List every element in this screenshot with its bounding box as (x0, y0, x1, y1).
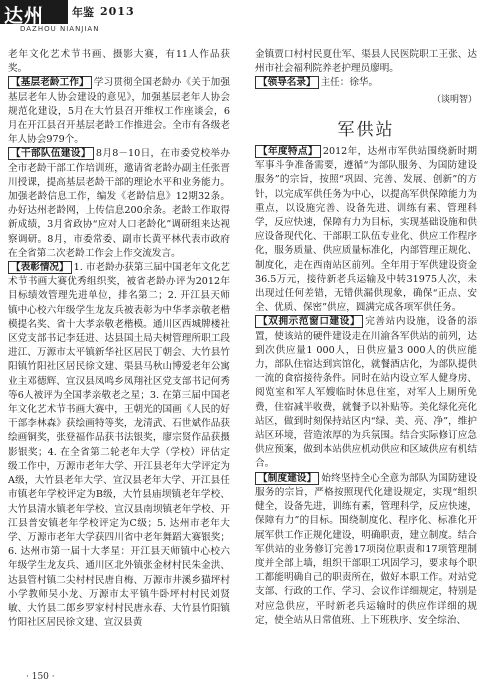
right-paragraph-annual (255, 145, 477, 315)
heading-team-building: 【干部队伍建设】 (8, 147, 94, 160)
text-annual: 2012年，达州市军供站围绕新时期军事斗争准备需要，遵循“为部队服务、为国防建设服务”的宗旨，按照“巩固、完善、发展、创新”的方针，以完成军供任务为中心，以提高军供保障能力为重点，以设施完善、设备先进、训练有素、管理科学，反应快速，保障有力为目标，实现基础设施和供应设备现代化、干部职工队伍专业化、供应工作程序化，服务质量、供应质量标准化，内部管理正规化、制度化，走在西南站区前列。全年用于军供建设资金36.5万元，接待新老兵运输及中转31975人次，未出现过任何差错，无错供漏供现象，确保“正点、安全、优质、保密”供应，圆满完成各项军供任务。 (255, 146, 478, 314)
header-english-title: DAZHOU NIANJIAN (20, 25, 100, 33)
left-paragraph-basic-work (8, 76, 230, 147)
page-number: · 150 · (26, 672, 55, 682)
header-title: 达州 (4, 5, 45, 27)
text-honors: 1. 市老龄办获第三届中国老年文化艺术节书画大赛优秀组织奖，被省老龄办评为2012年目标绩效管理先进单位，排名第二；2. 开江县天师镇中心校六年级学生龙友兵被表彰为中华孝亲敬老楷模提名奖、省十大孝亲敬老楷模。通川区西城牌楼社区党支部书记李廷进、达县国土局夫树管理所职工段进江、万源市太平镇新华社区居民丁朝会、大竹县竹阳镇竹阳社区居民徐文建、渠县马秋山博爱老年公寓业主邓德辉、宣汉县凤鸣乡凤翔社区党支部书记何秀等6人被评为全国孝亲敬老之星；3. 在第三届中国老年文化艺术节书画大赛中，王朝光的国画《人民的好干部李林森》获绘画特等奖，龙清武、石世斌作品获绘画铜奖，张登福作品获书法银奖，廖宗贤作品获摄影银奖；4. 在全省第二轮老年大学（学校）评估定级工作中，万源市老年大学、开江县老年大学评定为A级，大竹县老年大学、宣汉县老年大学、开江县任市镇老年学校评定为B级，大竹县庙坝镇老年学校、大竹县清水镇老年学校、宣汉县南坝镇老年学校、开江县普安镇老年学校评定为C级；5. 达州市老年大学、万源市老年大学获四川省中老年舞蹈大赛银奖；6. 达州市第一届十大孝星：开江县天师镇中心校六年级学生龙友兵、通川区北外镇张金材村民朱金洪、达县管村镇二尖村村民唐自梅、万源市井溪乡猫坪村小学教师吴小龙、万源市太平镇牛卧坪村村民刘贤敏、大竹县二郎乡罗家村村民唐永春、大竹县竹阳镇竹阳社区居民徐文建、宣汉县黄 (8, 262, 230, 629)
right-paragraph-model-window (255, 315, 477, 471)
page-header (0, 0, 490, 42)
text-system: 始终坚持全心全意为部队为国防建设服务的宗旨，严格按照现代化建设规定，实现“组织健全，设备先进，训练有素，管理科学，反应快速，保障有力”的目标。围绕制度化、程序化、标准化开展军供工作正规化建设，明确职责，建立制度。结合军供站的业务修订完善17项岗位职责和17项管理制度并全部上墙，组织干部职工巩固学习，要求每个职工都能明确自己的职责所在，做好本职工作。对站党支部、行政的工作、学习、会议作详细规定，特别是对应急供应，平时新老兵运输时的供应作详细的规定，使全站从日常值班、上下班秩序、安全综治、 (255, 472, 478, 626)
text-team-building: 8月8－10日，在市委党校举办全市老龄干部工作培训班，邀请省老龄办副主任张晋川授课，提高基层老龄干部的理论水平和业务能力。加强老龄信息工作，编发《老龄信息》12期32条。办好达州老龄网，上传信息200余条。老龄工作取得新成绩，3月省政协“应对人口老龄化”调研组来达视察调研。8月，市委常委、副市长黄平林代表市政府在全省第二次老龄工作会上作交流发言。 (8, 148, 230, 259)
left-paragraph-honors (8, 261, 230, 630)
left-paragraph-0: 老年文化艺术节书画、摄影大赛，有11人作品获奖。 (8, 49, 230, 75)
heading-annual: 【年度特点】 (255, 145, 321, 158)
author-signature: （谈明智） (431, 94, 477, 105)
heading-system: 【制度建设】 (255, 472, 319, 485)
header-year: 2013 (100, 5, 135, 18)
heading-honors: 【表彰情况】 (8, 261, 72, 274)
right-column (255, 48, 477, 628)
section-title: 军供站 (337, 119, 395, 140)
text-model-window: 完善站内设施，设备的添置，使该站的硬件建设走在川渝各军供站的前列，达到次供应量1 000人，日供应量3 000人的供应能力，部队住宿达到宾馆化，就餐酒店化，为部队提供一流的食宿接待条件。同时在站内设立军人健身房、阅览室和军人军嫂临时休息住室，对军人上厕所免费，住宿减半收费，就餐予以补贴等。美化绿化亮化站区，做到时刻保持站区内“绿、美、亮、净”，维护站区环境，营造浓厚的为兵氛围。结合实际修订应急供应预案，做到本站供应机动供应和区域供应有机结合。 (255, 316, 477, 470)
text-leaders: 主任：徐华。 (320, 77, 379, 89)
heading-basic-work: 【基层老龄工作】 (8, 76, 92, 89)
left-column (8, 48, 230, 630)
right-paragraph-leaders (255, 76, 477, 90)
heading-leaders: 【领导名录】 (255, 76, 319, 89)
header-subtitle: 年鉴 (72, 6, 94, 19)
left-paragraph-team-building (8, 147, 230, 261)
right-paragraph-system (255, 472, 477, 628)
right-paragraph-0: 金镇贾口村村民夏仕军、渠县人民医院职工王张、达州市社会福利院养老护理员廖明。 (255, 49, 477, 75)
text-basic-work: 学习贯彻全国老龄办《关于加强基层老年人协会建设的意见》，加强基层老年人协会规范化建设，5月在大竹县召开维权工作座谈会，6月在开江县召开基层老龄工作推进会。全市有各级老年人协会979个。 (8, 77, 231, 146)
header-title-block (0, 0, 68, 27)
heading-model-window: 【双拥示范窗口建设】 (255, 315, 363, 328)
